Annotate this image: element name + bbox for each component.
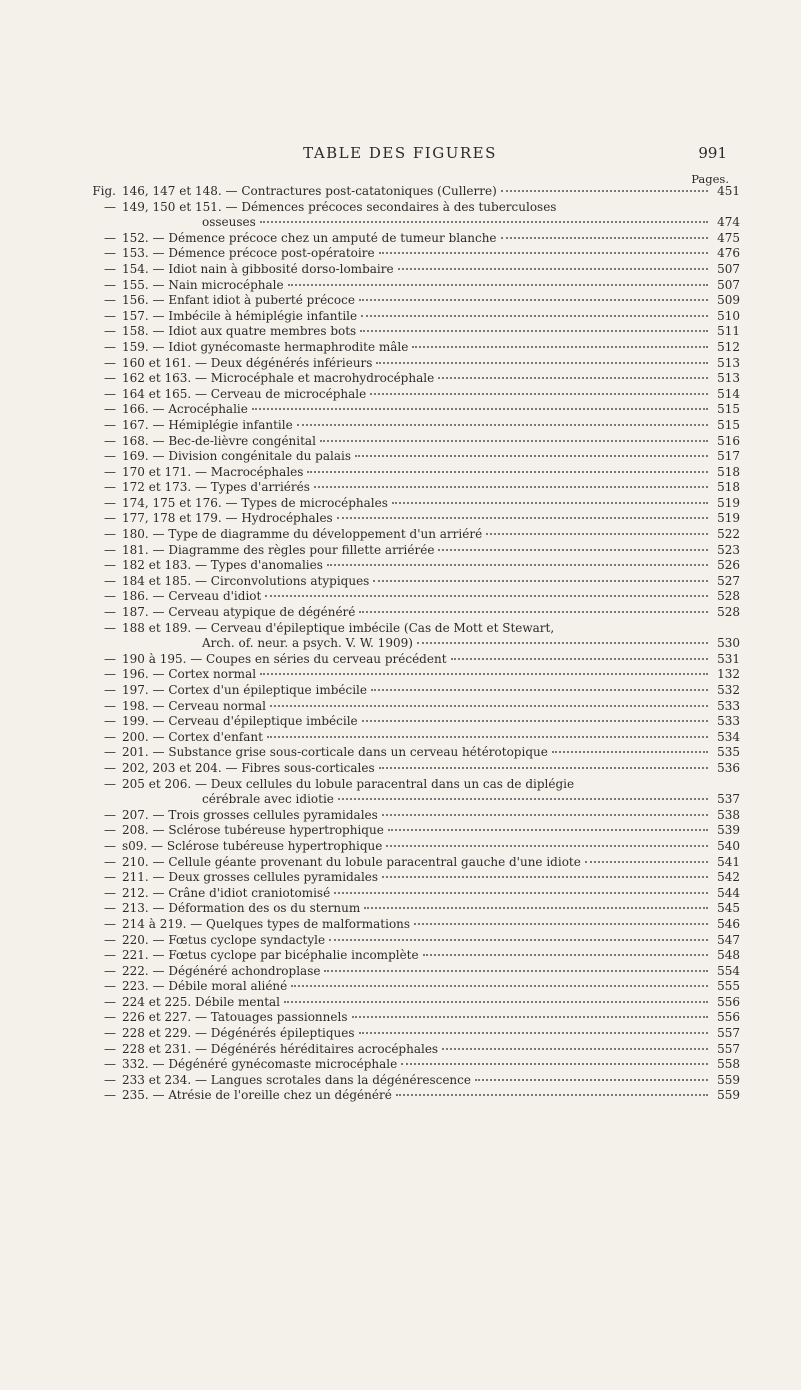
dot-leader xyxy=(382,814,708,816)
entry-page: 515 xyxy=(717,417,740,432)
entry-text: 226 et 227. — Tatouages passionnels xyxy=(122,1010,348,1025)
entry-page: 514 xyxy=(717,386,740,401)
entry-lead: — xyxy=(104,308,116,323)
entry-text: 197. — Cortex d'un épileptique imbécile xyxy=(122,683,367,697)
dot-leader xyxy=(291,985,708,987)
entry-lead: — xyxy=(104,433,116,448)
figure-entry xyxy=(90,418,740,434)
figure-entry xyxy=(90,589,740,605)
entry-text: 177, 178 et 179. — Hydrocéphales xyxy=(122,511,333,526)
entry-lead: — xyxy=(104,1041,116,1056)
entry-lead: — xyxy=(104,1010,116,1025)
entry-page: 556 xyxy=(717,994,740,1009)
dot-leader xyxy=(501,237,708,239)
entry-page: 475 xyxy=(717,230,740,245)
entry-lead: — xyxy=(104,683,116,697)
entry-text: Arch. of. neur. a psych. V. W. 1909) xyxy=(202,636,413,651)
entry-lead: — xyxy=(104,870,116,885)
figure-entry xyxy=(90,761,740,777)
entry-page: 533 xyxy=(717,714,740,729)
entry-lead: — xyxy=(104,994,116,1009)
entry-text: 190 à 195. — Coupes en séries du cerveau précédent xyxy=(122,651,447,666)
entry-page: 511 xyxy=(717,324,740,339)
dot-leader xyxy=(270,705,708,707)
entry-page: 539 xyxy=(717,823,740,838)
dot-leader xyxy=(324,970,708,972)
entry-text: 201. — Substance grise sous-corticale dans un cerveau hétérotopique xyxy=(122,745,548,760)
entry-lead: — xyxy=(104,1057,116,1072)
entry-page: 541 xyxy=(717,854,740,869)
entry-page: 554 xyxy=(717,963,740,978)
dot-leader xyxy=(379,767,708,769)
dot-leader xyxy=(260,673,708,675)
dot-leader xyxy=(337,517,708,519)
dot-leader xyxy=(392,502,708,504)
entry-text: 224 et 225. Débile mental xyxy=(122,994,281,1009)
entry-text: 170 et 171. — Macrocéphales xyxy=(122,464,304,479)
entry-lead: — xyxy=(104,558,116,573)
figure-entry xyxy=(90,558,740,574)
entry-lead: — xyxy=(104,854,116,869)
entry-text: 220. — Fœtus cyclope syndactyle xyxy=(122,932,326,947)
entry-lead: — xyxy=(104,199,116,214)
entry-lead: — xyxy=(104,449,116,464)
page-title: TABLE DES FIGURES xyxy=(303,144,497,162)
entry-text: 164 et 165. — Cerveau de microcéphale xyxy=(122,386,367,401)
entry-text: 146, 147 et 148. — Contractures post-catatoniques (Cullerre) xyxy=(122,184,497,198)
entry-lead: — xyxy=(104,230,116,245)
entry-lead: — xyxy=(104,261,116,276)
entry-text: 228 et 231. — Dégénérés héréditaires acrocéphales xyxy=(122,1041,439,1056)
entry-text: 155. — Nain microcéphale xyxy=(122,277,284,292)
entry-lead: — xyxy=(104,807,116,822)
entry-text: 152. — Démence précoce chez un amputé de tumeur blanche xyxy=(122,230,497,245)
entry-page: 555 xyxy=(717,979,740,994)
entry-page: 559 xyxy=(717,1088,740,1103)
entry-text: 332. — Dégénéré gynécomaste microcéphale xyxy=(122,1057,398,1072)
entry-lead: — xyxy=(104,339,116,354)
entry-page: 533 xyxy=(717,698,740,713)
pages-column-label: Pages. xyxy=(691,172,729,186)
figure-entry xyxy=(90,402,740,418)
entry-lead: — xyxy=(104,901,116,916)
dot-leader xyxy=(552,751,708,753)
figure-entry xyxy=(90,184,740,200)
running-head xyxy=(0,144,801,168)
entry-lead: — xyxy=(104,355,116,370)
entry-lead: — xyxy=(104,760,116,775)
figure-entry xyxy=(90,262,740,278)
entry-text: 158. — Idiot aux quatre membres bots xyxy=(122,324,357,339)
figure-entry xyxy=(90,340,740,356)
entry-text: 182 et 183. — Types d'anomalies xyxy=(122,558,323,573)
page-number: 991 xyxy=(698,144,727,162)
figure-entry xyxy=(90,823,740,839)
entry-page: 474 xyxy=(717,215,740,230)
figure-entry xyxy=(90,496,740,512)
dot-leader xyxy=(451,658,708,660)
entry-lead: — xyxy=(104,651,116,666)
dot-leader xyxy=(364,907,708,909)
figure-entry xyxy=(90,855,740,871)
dot-leader xyxy=(362,720,708,722)
figure-entry xyxy=(90,636,740,652)
figure-entry xyxy=(90,683,740,699)
entry-text: 211. — Deux grosses cellules pyramidales xyxy=(122,870,379,885)
entry-text: 198. — Cerveau normal xyxy=(122,698,267,713)
entry-text: cérébrale avec idiotie xyxy=(202,792,334,807)
dot-leader xyxy=(359,1032,708,1034)
entry-text: 154. — Idiot nain à gibbosité dorso-lombaire xyxy=(122,261,394,276)
entry-lead: — xyxy=(104,745,116,760)
figure-entry xyxy=(90,309,740,325)
entry-lead: — xyxy=(104,714,116,729)
entry-lead: — xyxy=(104,277,116,292)
entry-page: 518 xyxy=(717,480,740,495)
dot-leader xyxy=(329,939,708,941)
entry-lead: — xyxy=(104,776,116,791)
entry-text: 168. — Bec-de-lièvre congénital xyxy=(122,433,316,448)
entry-text: 184 et 185. — Circonvolutions atypiques xyxy=(122,573,370,588)
figure-entry xyxy=(90,730,740,746)
entry-page: 510 xyxy=(717,308,740,323)
entry-text: osseuses xyxy=(202,215,256,230)
entry-text: 213. — Déformation des os du sternum xyxy=(122,901,361,916)
figure-list xyxy=(90,184,740,1104)
entry-page: 517 xyxy=(717,449,740,464)
dot-leader xyxy=(361,315,708,317)
dot-leader xyxy=(396,1094,708,1096)
entry-lead: — xyxy=(104,324,116,339)
entry-text: 210. — Cellule géante provenant du lobule paracentral gauche d'une idiote xyxy=(122,854,581,869)
figure-entry xyxy=(90,886,740,902)
dot-leader xyxy=(297,424,708,426)
entry-page: 537 xyxy=(717,792,740,807)
figure-entry xyxy=(90,1057,740,1073)
entry-page: 536 xyxy=(717,760,740,775)
entry-page: 516 xyxy=(717,433,740,448)
entry-lead: — xyxy=(104,589,116,604)
entry-lead: — xyxy=(104,402,116,417)
dot-leader xyxy=(320,440,708,442)
figure-entry xyxy=(90,621,740,637)
figure-entry xyxy=(90,933,740,949)
entry-text: 188 et 189. — Cerveau d'épileptique imbécile (Cas de Mott et Stewart, xyxy=(122,620,555,635)
dot-leader xyxy=(398,268,708,270)
entry-page: 544 xyxy=(717,885,740,900)
entry-text: 222. — Dégénéré achondroplase xyxy=(122,963,321,978)
dot-leader xyxy=(386,845,708,847)
entry-page: 538 xyxy=(717,807,740,822)
dot-leader xyxy=(417,642,708,644)
entry-page: 522 xyxy=(717,527,740,542)
figure-entry xyxy=(90,465,740,481)
entry-lead: Fig. xyxy=(92,184,116,198)
entry-lead: — xyxy=(104,495,116,510)
entry-lead: — xyxy=(104,916,116,931)
dot-leader xyxy=(585,861,708,863)
dot-leader xyxy=(438,377,708,379)
figure-entry xyxy=(90,278,740,294)
entry-text: 205 et 206. — Deux cellules du lobule paracentral dans un cas de diplégie xyxy=(122,776,575,791)
figure-entry xyxy=(90,1073,740,1089)
entry-page: 548 xyxy=(717,948,740,963)
entry-text: 162 et 163. — Microcéphale et macrohydrocéphale xyxy=(122,371,435,386)
dot-leader xyxy=(260,221,708,223)
entry-page: 513 xyxy=(717,371,740,386)
entry-lead: — xyxy=(104,963,116,978)
figure-entry xyxy=(90,543,740,559)
figure-entry xyxy=(90,652,740,668)
dot-leader xyxy=(370,393,708,395)
entry-page: 512 xyxy=(717,339,740,354)
entry-text: 228 et 229. — Dégénérés épileptiques xyxy=(122,1026,355,1041)
figure-entry xyxy=(90,480,740,496)
entry-lead: — xyxy=(104,386,116,401)
entry-text: 153. — Démence précoce post-opératoire xyxy=(122,246,375,261)
figure-entry xyxy=(90,667,740,683)
entry-text: 196. — Cortex normal xyxy=(122,667,257,682)
figure-entry xyxy=(90,808,740,824)
entry-lead: — xyxy=(104,511,116,526)
entry-text: 207. — Trois grosses cellules pyramidales xyxy=(122,807,378,822)
figure-entry xyxy=(90,964,740,980)
dot-leader xyxy=(442,1048,708,1050)
entry-lead: — xyxy=(104,573,116,588)
entry-page: 532 xyxy=(717,683,740,697)
figure-entry xyxy=(90,371,740,387)
dot-leader xyxy=(423,954,708,956)
figure-entry xyxy=(90,1026,740,1042)
entry-text: 208. — Sclérose tubéreuse hypertrophique xyxy=(122,823,384,838)
entry-page: 557 xyxy=(717,1041,740,1056)
entry-page: 545 xyxy=(717,901,740,916)
figure-entry xyxy=(90,246,740,262)
entry-page: 507 xyxy=(717,277,740,292)
entry-text: 199. — Cerveau d'épileptique imbécile xyxy=(122,714,358,729)
figure-entry xyxy=(90,714,740,730)
entry-text: 235. — Atrésie de l'oreille chez un dégénéré xyxy=(122,1088,392,1103)
figure-entry xyxy=(90,387,740,403)
entry-page: 519 xyxy=(717,511,740,526)
figure-entry xyxy=(90,215,740,231)
dot-leader xyxy=(475,1079,708,1081)
dot-leader xyxy=(334,892,708,894)
figure-entry xyxy=(90,511,740,527)
entry-page: 540 xyxy=(717,838,740,853)
dot-leader xyxy=(359,299,708,301)
dot-leader xyxy=(360,330,708,332)
entry-page: 557 xyxy=(717,1026,740,1041)
entry-text: 212. — Crâne d'idiot craniotomisé xyxy=(122,885,331,900)
figure-entry xyxy=(90,870,740,886)
dot-leader xyxy=(486,533,708,535)
entry-text: 149, 150 et 151. — Démences précoces secondaires à des tuberculoses xyxy=(122,199,557,214)
dot-leader xyxy=(412,346,708,348)
dot-leader xyxy=(265,595,708,597)
dot-leader xyxy=(252,408,708,410)
figure-entry xyxy=(90,574,740,590)
entry-page: 519 xyxy=(717,495,740,510)
dot-leader xyxy=(288,284,708,286)
dot-leader xyxy=(267,736,708,738)
figure-entry xyxy=(90,995,740,1011)
figure-entry xyxy=(90,1088,740,1104)
dot-leader xyxy=(382,876,708,878)
dot-leader xyxy=(314,486,708,488)
entry-text: 187. — Cerveau atypique de dégénéré xyxy=(122,605,356,620)
entry-page: 530 xyxy=(717,636,740,651)
entry-lead: — xyxy=(104,885,116,900)
dot-leader xyxy=(355,455,708,457)
figure-entry xyxy=(90,792,740,808)
entry-lead: — xyxy=(104,1026,116,1041)
entry-text: 157. — Imbécile à hémiplégie infantile xyxy=(122,308,358,323)
figure-entry xyxy=(90,917,740,933)
figure-entry xyxy=(90,948,740,964)
entry-text: 174, 175 et 176. — Types de microcéphales xyxy=(122,495,388,510)
entry-lead: — xyxy=(104,620,116,635)
dot-leader xyxy=(379,252,708,254)
figure-entry xyxy=(90,449,740,465)
entry-page: 528 xyxy=(717,589,740,604)
entry-lead: — xyxy=(104,605,116,620)
entry-page: 515 xyxy=(717,402,740,417)
entry-lead: — xyxy=(104,1088,116,1103)
entry-page: 546 xyxy=(717,916,740,931)
entry-page: 556 xyxy=(717,1010,740,1025)
entry-lead: — xyxy=(104,838,116,853)
figure-entry xyxy=(90,1042,740,1058)
dot-leader xyxy=(414,923,708,925)
entry-text: 223. — Débile moral aliéné xyxy=(122,979,288,994)
figure-entry xyxy=(90,745,740,761)
entry-lead: — xyxy=(104,729,116,744)
dot-leader xyxy=(327,564,708,566)
entry-lead: — xyxy=(104,293,116,308)
dot-leader xyxy=(352,1016,709,1018)
entry-page: 531 xyxy=(717,651,740,666)
entry-page: 518 xyxy=(717,464,740,479)
entry-page: 535 xyxy=(717,745,740,760)
entry-page: 476 xyxy=(717,246,740,261)
entry-page: 451 xyxy=(717,184,740,198)
entry-page: 559 xyxy=(717,1072,740,1087)
entry-lead: — xyxy=(104,480,116,495)
figure-entry xyxy=(90,979,740,995)
entry-lead: — xyxy=(104,417,116,432)
dot-leader xyxy=(373,580,708,582)
entry-lead: — xyxy=(104,932,116,947)
figure-entry xyxy=(90,434,740,450)
entry-text: 186. — Cerveau d'idiot xyxy=(122,589,262,604)
dot-leader xyxy=(284,1001,708,1003)
entry-page: 513 xyxy=(717,355,740,370)
dot-leader xyxy=(501,190,708,192)
entry-lead: — xyxy=(104,667,116,682)
figure-entry xyxy=(90,356,740,372)
entry-lead: — xyxy=(104,698,116,713)
figure-entry xyxy=(90,1010,740,1026)
entry-page: 528 xyxy=(717,605,740,620)
entry-page: 542 xyxy=(717,870,740,885)
figure-entry xyxy=(90,231,740,247)
entry-lead: — xyxy=(104,371,116,386)
figure-entry xyxy=(90,777,740,793)
entry-lead: — xyxy=(104,542,116,557)
entry-page: 509 xyxy=(717,293,740,308)
entry-text: 169. — Division congénitale du palais xyxy=(122,449,351,464)
entry-text: 160 et 161. — Deux dégénérés inférieurs xyxy=(122,355,373,370)
entry-lead: — xyxy=(104,1072,116,1087)
entry-lead: — xyxy=(104,823,116,838)
entry-text: 156. — Enfant idiot à puberté précoce xyxy=(122,293,355,308)
entry-page: 527 xyxy=(717,573,740,588)
entry-text: 180. — Type de diagramme du développement d'un arriéré xyxy=(122,527,483,542)
dot-leader xyxy=(371,689,708,691)
figure-entry xyxy=(90,605,740,621)
entry-text: 221. — Fœtus cyclope par bicéphalie incomplète xyxy=(122,948,419,963)
entry-page: 132 xyxy=(717,667,740,682)
dot-leader xyxy=(338,798,708,800)
entry-text: 200. — Cortex d'enfant xyxy=(122,729,263,744)
entry-text: s09. — Sclérose tubéreuse hypertrophique xyxy=(122,838,383,853)
entry-page: 523 xyxy=(717,542,740,557)
figure-entry xyxy=(90,699,740,715)
entry-text: 167. — Hémiplégie infantile xyxy=(122,417,293,432)
figure-entry xyxy=(90,839,740,855)
entry-text: 214 à 219. — Quelques types de malformations xyxy=(122,916,411,931)
entry-text: 233 et 234. — Langues scrotales dans la dégénérescence xyxy=(122,1072,471,1087)
entry-lead: — xyxy=(104,464,116,479)
dot-leader xyxy=(438,549,708,551)
entry-lead: — xyxy=(104,527,116,542)
figure-entry xyxy=(90,200,740,216)
entry-text: 172 et 173. — Types d'arriérés xyxy=(122,480,310,495)
entry-text: 166. — Acrocéphalie xyxy=(122,402,248,417)
entry-lead: — xyxy=(104,979,116,994)
entry-page: 558 xyxy=(717,1057,740,1072)
entry-text: 181. — Diagramme des règles pour fillette arriérée xyxy=(122,542,435,557)
dot-leader xyxy=(401,1063,708,1065)
entry-page: 534 xyxy=(717,729,740,744)
entry-lead: — xyxy=(104,948,116,963)
dot-leader xyxy=(376,362,708,364)
dot-leader xyxy=(307,471,708,473)
entry-text: 159. — Idiot gynécomaste hermaphrodite mâle xyxy=(122,339,409,354)
entry-page: 507 xyxy=(717,261,740,276)
figure-entry xyxy=(90,293,740,309)
entry-lead: — xyxy=(104,246,116,261)
entry-page: 526 xyxy=(717,558,740,573)
dot-leader xyxy=(388,829,708,831)
figure-entry xyxy=(90,901,740,917)
figure-entry xyxy=(90,324,740,340)
figure-entry xyxy=(90,527,740,543)
dot-leader xyxy=(359,611,708,613)
entry-text: 202, 203 et 204. — Fibres sous-corticales xyxy=(122,760,375,775)
entry-page: 547 xyxy=(717,932,740,947)
